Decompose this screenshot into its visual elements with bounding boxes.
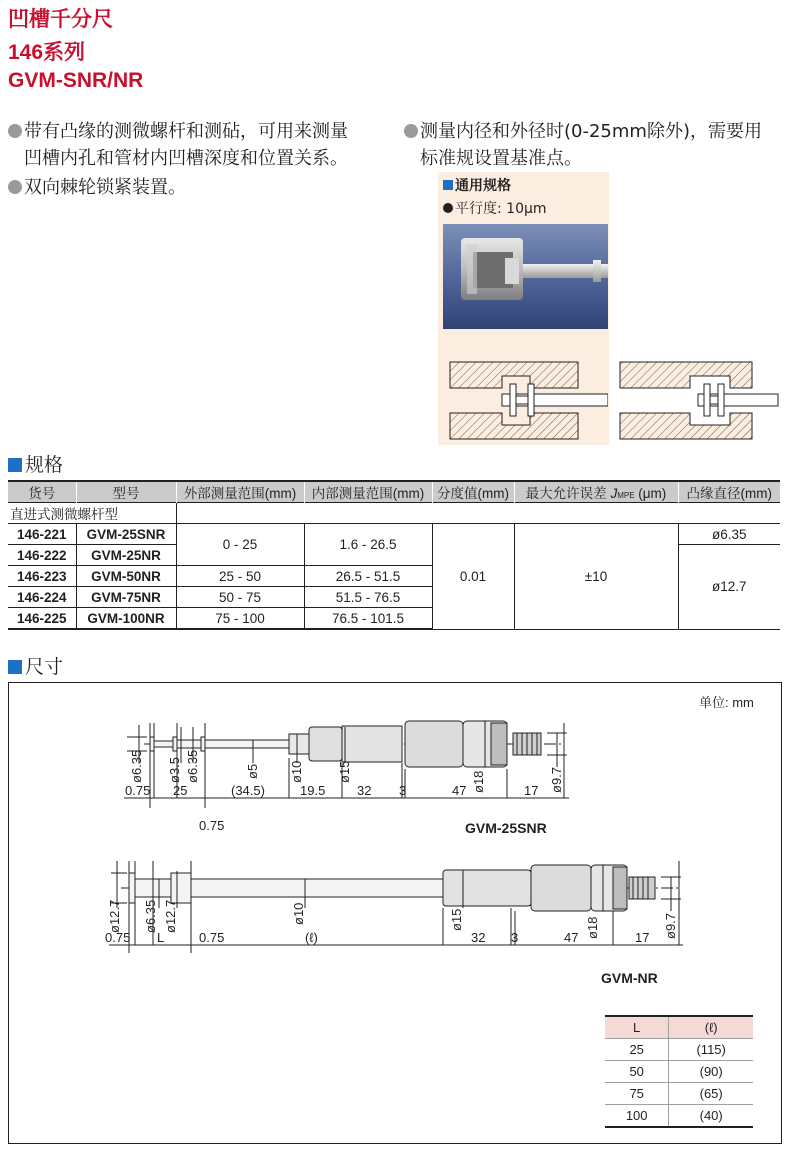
dim-25snr-dia-7: ø18: [471, 770, 486, 793]
product-photo: [443, 224, 608, 329]
type-row-label: 直进式测微螺杆型: [8, 503, 176, 524]
col-header-L: L: [605, 1016, 669, 1039]
mpe-value: ±10: [514, 524, 678, 630]
general-spec-heading: 通用规格: [443, 175, 511, 195]
dim-25snr-len-6: 3: [399, 783, 407, 798]
dim-25snr-len-7: 47: [452, 783, 467, 798]
bullet-dot-icon: [8, 180, 22, 194]
dim-nr-dia-3: ø12.7: [163, 899, 178, 933]
dim-nr-len-7: 47: [564, 930, 579, 945]
table-row: 100 (40): [605, 1105, 753, 1128]
spec-heading: 规格: [8, 450, 63, 477]
table-row: 146-223 GVM-50NR 25 - 50 26.5 - 51.5: [8, 566, 780, 587]
groove-illustration-2: [618, 358, 780, 447]
square-bullet-icon: [443, 180, 453, 190]
dim-25snr-dia-2: ø3.5: [167, 756, 182, 783]
table-row: 146-222 GVM-25NR ø12.7: [8, 545, 780, 566]
table-row: 146-221 GVM-25SNR 0 - 25 1.6 - 26.5 0.01 ±10 ø6.35: [8, 524, 780, 545]
dim-nr-len-6: 3: [511, 930, 519, 945]
table-row: 146-225 GVM-100NR 75 - 100 76.5 - 101.5: [8, 608, 780, 630]
table-row: 75 (65): [605, 1083, 753, 1105]
dim-25snr-len-1: 0.75: [125, 783, 151, 798]
dim-nr-len-3: 0.75: [199, 930, 225, 945]
bullet-dot-icon: [404, 124, 418, 138]
dim-25snr-dia-3: ø6.35: [185, 749, 200, 783]
dim-25snr-len-below: 0.75: [199, 818, 225, 833]
feature-item-2: 双向棘轮锁紧装置。: [8, 174, 186, 201]
dim-25snr-len-8: 17: [524, 783, 539, 798]
bullet-dot-icon: [8, 124, 22, 138]
dim-25snr-dia-5: ø10: [289, 760, 304, 783]
col-header-ext-range: 外部测量范围(mm): [176, 481, 304, 503]
col-header-l: (ℓ): [669, 1016, 753, 1039]
model-label-25snr: GVM-25SNR: [465, 820, 547, 836]
black-dot-icon: [443, 203, 453, 213]
dim-25snr-len-4: 19.5: [300, 783, 326, 798]
spec-table: [8, 480, 780, 630]
square-bullet-icon: [8, 660, 22, 674]
dim-nr-dia-6: ø18: [585, 916, 600, 939]
dim-nr-len-1: 0.75: [105, 930, 131, 945]
series-title: 146系列: [8, 41, 86, 64]
dim-nr-dia-7: ø9.7: [663, 912, 678, 939]
dim-nr-len-8: 17: [635, 930, 650, 945]
feature-item-1: 带有凸缘的测微螺杆和测砧，可用来测量 凹槽内孔和管材内凹槽深度和位置关系。: [8, 118, 348, 172]
col-header-int-range: 内部测量范围(mm): [304, 481, 432, 503]
dim-25snr-len-3: (34.5): [231, 783, 265, 798]
dim-25snr-dia-1: ø6.35: [129, 749, 144, 783]
dim-25snr-dia-4: ø5: [245, 763, 260, 779]
dim-nr-dia-1: ø12.7: [107, 899, 122, 933]
table-row: 50 (90): [605, 1061, 753, 1083]
table-row: 25 (115): [605, 1039, 753, 1061]
dimension-heading: 尺寸: [8, 652, 63, 679]
dim-nr-dia-4: ø10: [291, 902, 306, 925]
dim-25snr-dia-8: ø9.7: [549, 766, 564, 793]
dim-25snr-dia-6: ø15: [337, 760, 352, 783]
col-header-code: 货号: [8, 481, 76, 503]
dim-nr-dia-5: ø15: [449, 908, 464, 931]
graduation-value: 0.01: [432, 524, 514, 630]
feature-item-3: 测量内径和外径时(0-25mm除外)，需要用 标准规设置基准点。: [404, 118, 762, 172]
dim-nr-dia-2: ø6.35: [143, 899, 158, 933]
col-header-flange: 凸缘直径(mm): [678, 481, 780, 503]
col-header-graduation: 分度值(mm): [432, 481, 514, 503]
table-row: 146-224 GVM-75NR 50 - 75 51.5 - 76.5: [8, 587, 780, 608]
groove-illustration: [446, 358, 608, 447]
unit-label: 单位: mm: [699, 695, 754, 710]
square-bullet-icon: [8, 458, 22, 472]
col-header-mpe: 最大允许误差 JMPE (μm): [514, 481, 678, 503]
dim-25snr-len-5: 32: [357, 783, 372, 798]
l-length-table: [605, 1015, 753, 1128]
col-header-model: 型号: [76, 481, 176, 503]
page-title: 凹槽千分尺: [8, 8, 113, 31]
dim-nr-len-4: (ℓ): [305, 930, 318, 945]
parallelism-spec: 平行度: 10μm: [443, 198, 547, 218]
dim-nr-len-5: 32: [471, 930, 486, 945]
model-title: GVM-SNR/NR: [8, 69, 144, 92]
model-label-nr: GVM-NR: [601, 970, 658, 986]
dim-nr-len-2: L: [157, 930, 165, 945]
dim-25snr-len-2: 25: [173, 783, 188, 798]
